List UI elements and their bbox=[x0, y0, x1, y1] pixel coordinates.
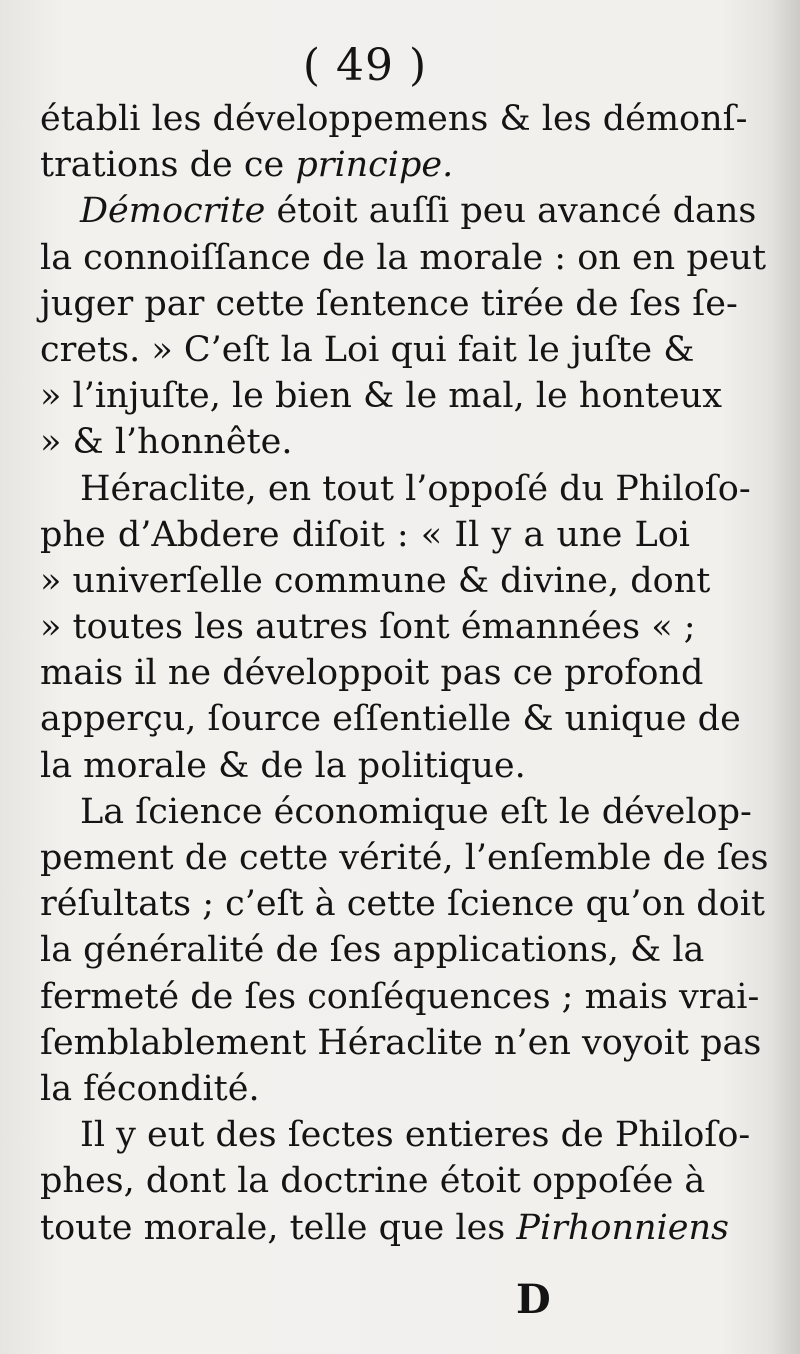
text-line: réſultats ; c’eſt à cette ſcience qu’on doit bbox=[40, 884, 765, 925]
text-line: La ſcience économique eſt le dévelop- bbox=[80, 791, 752, 832]
text-line: ſemblablement Héraclite n’en voyoit pas bbox=[40, 1022, 762, 1063]
text-line: phe d’Abdere diſoit : « Il y a une Loi bbox=[40, 514, 690, 555]
text-line: trations de ce principe. bbox=[40, 145, 454, 186]
text-line: juger par cette ſentence tirée de ſes ſe- bbox=[40, 283, 738, 324]
text-line: crets. » C’eſt la Loi qui fait le juſte & bbox=[40, 329, 695, 370]
body-text bbox=[40, 96, 769, 1251]
text-line: la connoiſſance de la morale : on en peut bbox=[40, 237, 767, 278]
text-line: Il y eut des ſectes entieres de Philoſo- bbox=[80, 1115, 751, 1156]
text-line: la fécondité. bbox=[40, 1068, 260, 1109]
signature-mark: D bbox=[516, 1276, 551, 1323]
page-number: ( 49 ) bbox=[302, 40, 428, 91]
text-line: établi les développemens & les démonſ- bbox=[40, 99, 748, 139]
text-line: phes, dont la doctrine étoit oppoſée à bbox=[40, 1161, 706, 1202]
text-line: » l’injuſte, le bien & le mal, le honteux bbox=[40, 376, 723, 417]
text-line: Démocrite étoit auſſi peu avancé dans bbox=[80, 191, 757, 232]
text-line: pement de cette vérité, l’enſemble de ſes bbox=[40, 838, 769, 878]
text-line: toute morale, telle que les Pirhonniens bbox=[40, 1207, 729, 1248]
text-line: fermeté de ſes conſéquences ; mais vrai- bbox=[40, 976, 760, 1017]
text-line: apperçu, ſource eſſentielle & unique de bbox=[40, 699, 741, 740]
page-edge-shadow bbox=[770, 0, 800, 1354]
text-line: mais il ne développoit pas ce profond bbox=[40, 653, 704, 694]
text-line: » & l’honnête. bbox=[40, 422, 293, 463]
text-line: la généralité de ſes applications, & la bbox=[40, 930, 705, 971]
text-line: Héraclite, en tout l’oppoſé du Philoſo- bbox=[80, 468, 751, 509]
text-line: » toutes les autres ſont émannées « ; bbox=[40, 607, 696, 648]
text-line: » univerſelle commune & divine, dont bbox=[40, 560, 711, 601]
text-line: la morale & de la politique. bbox=[40, 745, 526, 786]
